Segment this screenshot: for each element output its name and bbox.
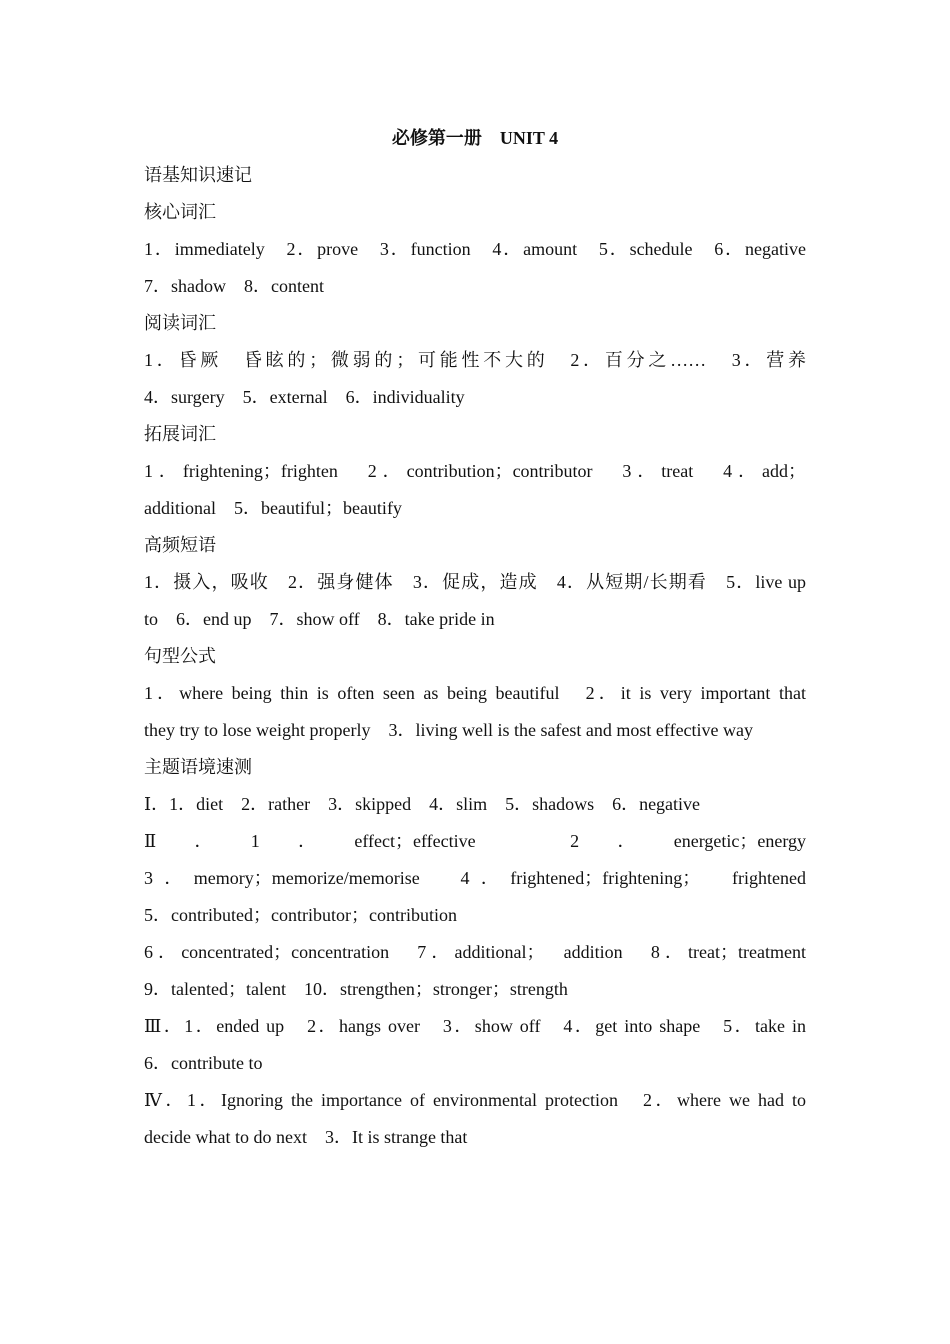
answer-line: 1．摄入，吸收 2．强身健体 3．促成，造成 4．从短期/长期看 5．live up [144, 572, 806, 592]
page-title: 必修第一册 UNIT 4 [391, 128, 559, 148]
section-heading: 句型公式 [144, 646, 216, 667]
section-heading: 语基知识速记 [144, 165, 252, 186]
answer-line: 1．昏厥 昏眩的；微弱的；可能性不大的 2．百分之…… 3．营养 [144, 350, 806, 370]
answer-line: Ⅱ．1．effect；effective 2．energetic；energy [144, 831, 806, 851]
answer-line: 1．where being thin is often seen as being beautiful 2．it is very important that [144, 683, 806, 703]
section-heading: 主题语境速测 [144, 757, 252, 778]
section-heading: 核心词汇 [144, 202, 216, 223]
answer-line: 6．concentrated；concentration 7．additional； addition 8．treat；treatment [144, 942, 806, 962]
answer-line: to 6．end up 7．show off 8．take pride in [144, 609, 495, 629]
answer-line: they try to lose weight properly 3．living well is the safest and most effective way [144, 720, 754, 740]
section-heading: 拓展词汇 [144, 424, 216, 445]
answer-line: Ⅰ．1．diet 2．rather 3．skipped 4．slim 5．shadows 6．negative [144, 794, 701, 814]
answer-line: 1．frightening；frighten 2．contribution；contributor 3．treat 4．add； [144, 461, 806, 481]
answer-line: Ⅲ．1．ended up 2．hangs over 3．show off 4．get into shape 5．take in [144, 1016, 806, 1036]
answer-line: 1．immediately 2．prove 3．function 4．amount 5．schedule 6．negative [144, 239, 806, 259]
answer-line: Ⅳ．1．Ignoring the importance of environmental protection 2．where we had to [144, 1090, 806, 1110]
section-heading: 阅读词汇 [144, 313, 216, 334]
answer-line: 5．contributed；contributor；contribution [144, 905, 457, 925]
answer-line: 9．talented；talent 10．strengthen；stronger；strength [144, 979, 568, 999]
answer-line: additional 5．beautiful；beautify [144, 498, 402, 518]
answer-line: decide what to do next 3．It is strange that [144, 1127, 468, 1147]
section-heading: 高频短语 [144, 535, 216, 556]
answer-line: 6．contribute to [144, 1053, 263, 1073]
answer-line: 3．memory；memorize/memorise 4．frightened；frightening； frightened [144, 868, 806, 888]
document-body [144, 157, 806, 1156]
answer-line: 4．surgery 5．external 6．individuality [144, 387, 465, 407]
answer-line: 7．shadow 8．content [144, 276, 324, 296]
